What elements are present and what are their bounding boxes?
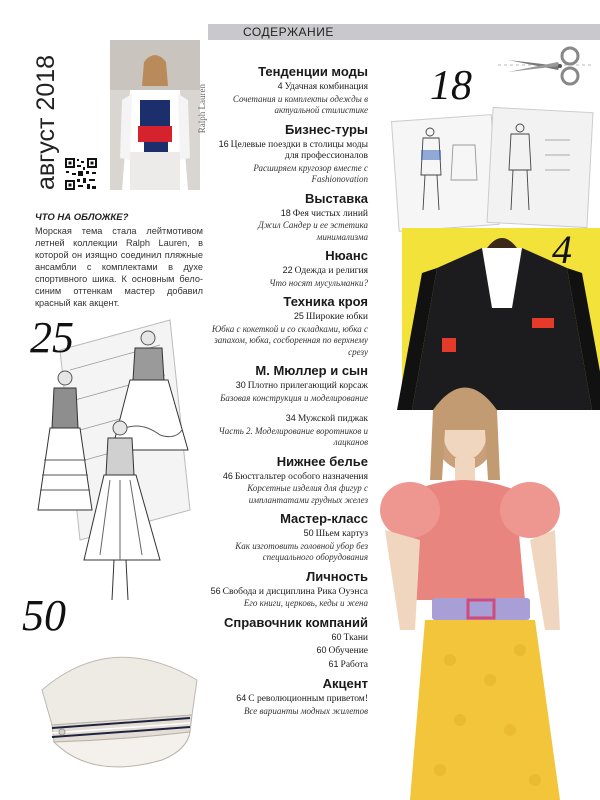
toc-entry [208,81,368,117]
toc-entry-page: 46 [222,470,233,481]
toc-entry-description: Часть 2. Моделирование воротников и лацканов [218,425,368,447]
toc-section-title: Нижнее белье [276,453,368,469]
toc-entry-title: Обучение [328,646,368,656]
toc-section [208,569,368,610]
toc-section [208,454,368,507]
toc-entry-description: Что носят мусульманки? [269,277,368,288]
contents-header-band [208,24,600,40]
toc-entry-title: Свобода и дисциплина Рика Оуэнса [222,586,368,597]
toc-section-title: Тенденции моды [258,64,368,79]
cover-model-illustration [110,40,200,190]
toc-section-title: Бизнес-туры [284,121,368,137]
callout-number-25: 25 [30,313,74,362]
toc-section-title: Техника кроя [283,294,368,309]
toc-section-title: М. Мюллер и сын [255,363,368,378]
toc-section [208,363,368,449]
toc-entry-title: С революционным приветом! [248,694,368,704]
toc-entry-title: Одежда и религия [294,266,368,276]
model-photo [390,370,600,800]
toc-entry [208,693,368,717]
contents-header-label: СОДЕРЖАНИЕ [243,25,334,39]
toc-entry-page: 34 [285,413,296,423]
minimalism-sketches-illustration [395,110,595,230]
callout-number-50: 50 [22,591,66,640]
cover-description: Морская тема стала лейтмотивом летней коллекции Ralph Lauren, в которой он изящно соединил пляжные ансамбли с комплектами в духе спортивного шика. К основным бело-синим оттенкам мастер добавил красный как акцент. [35,226,203,308]
toc-section-title: Акцент [322,676,368,691]
table-of-contents [208,64,368,722]
toc-entry [208,471,368,507]
toc-section-title: Нюанс [325,248,368,263]
cover-brand-label: Ralph Lauren [197,84,207,134]
cover-title: ЧТО НА ОБЛОЖКЕ? [35,212,129,223]
toc-entry-description: Расширяем кругозор вместе с Fashionovation [253,162,368,184]
toc-entry-title: Бюстгальтер особого назначения [234,471,368,482]
toc-entry-page: 16 [218,138,229,149]
toc-entry-description: Юбка с кокеткой и со складками, юбка с запахом, юбка, сосборенная по верхнему срезу [211,323,368,357]
toc-entry-title: Фея чистых линий [292,208,368,219]
toc-section [208,248,368,289]
toc-entry-page: 56 [210,585,221,596]
toc-entry [208,586,368,610]
qr-code-icon [64,157,98,191]
toc-entry-page: 61 [328,658,339,669]
toc-entry-title: Работа [340,659,368,670]
toc-entry-page: 60 [316,645,327,655]
toc-entry-title: Шьем картуз [315,529,368,539]
toc-entry-description: Сочетания и комплекты одежды в актуальной стилистике [232,93,368,115]
toc-entry-page: 22 [282,265,293,275]
toc-entry [208,265,368,289]
scissors-icon [498,40,593,90]
toc-entry-title: Плотно прилегающий корсаж [247,381,368,391]
toc-entry [208,528,368,564]
toc-entry [208,632,368,645]
toc-entry [208,311,368,358]
callout-number-18: 18 [430,63,472,109]
toc-section-title: Выставка [304,190,368,206]
toc-section [208,511,368,564]
toc-entry-description: Базовая конструкция и моделирование [220,392,368,403]
issue-date: август 2018 [32,54,60,190]
toc-entry-description: Корсетные изделия для фигур с имплантатами грудных желез [247,483,368,505]
toc-entry [208,413,368,449]
toc-entry-title: Удачная комбинация [284,82,368,92]
toc-entry-page: 60 [331,631,342,642]
toc-entry-description: Джил Сандер и ее эстетика минимализма [258,220,368,242]
toc-entry [208,380,368,404]
toc-section [208,615,368,672]
toc-entry [208,208,368,244]
toc-section-title: Мастер-класс [280,511,368,526]
toc-entry-description: Как изготовить головной убор без специального оборудования [235,540,368,562]
toc-section-title: Справочник компаний [224,614,368,630]
toc-section [208,64,368,117]
toc-entry-page: 25 [293,311,304,321]
toc-entry [208,139,368,186]
toc-section [208,294,368,358]
toc-entry-page: 18 [280,207,291,218]
toc-section-title: Личность [306,568,368,584]
toc-entry-title: Широкие юбки [305,312,368,322]
toc-entry-page: 30 [235,380,246,390]
toc-section [208,676,368,717]
toc-entry-page: 4 [277,81,283,91]
callout-number-4: 4 [552,227,572,272]
toc-entry-title: Целевые поездки в столицы моды для профессионалов [230,139,368,161]
toc-entry [208,645,368,658]
toc-entry [208,659,368,672]
toc-section [208,191,368,244]
toc-entry-page: 64 [236,693,247,703]
toc-entry-description: Его книги, церковь, кеды и жена [243,598,368,608]
toc-entry-description: Все варианты модных жилетов [243,705,368,716]
cap-photo [22,620,207,785]
toc-entry-title: Ткани [343,632,368,643]
toc-entry-page: 50 [303,528,314,538]
toc-section [208,122,368,186]
cover-photo [110,40,207,190]
toc-entry-title: Мужской пиджак [297,414,368,424]
